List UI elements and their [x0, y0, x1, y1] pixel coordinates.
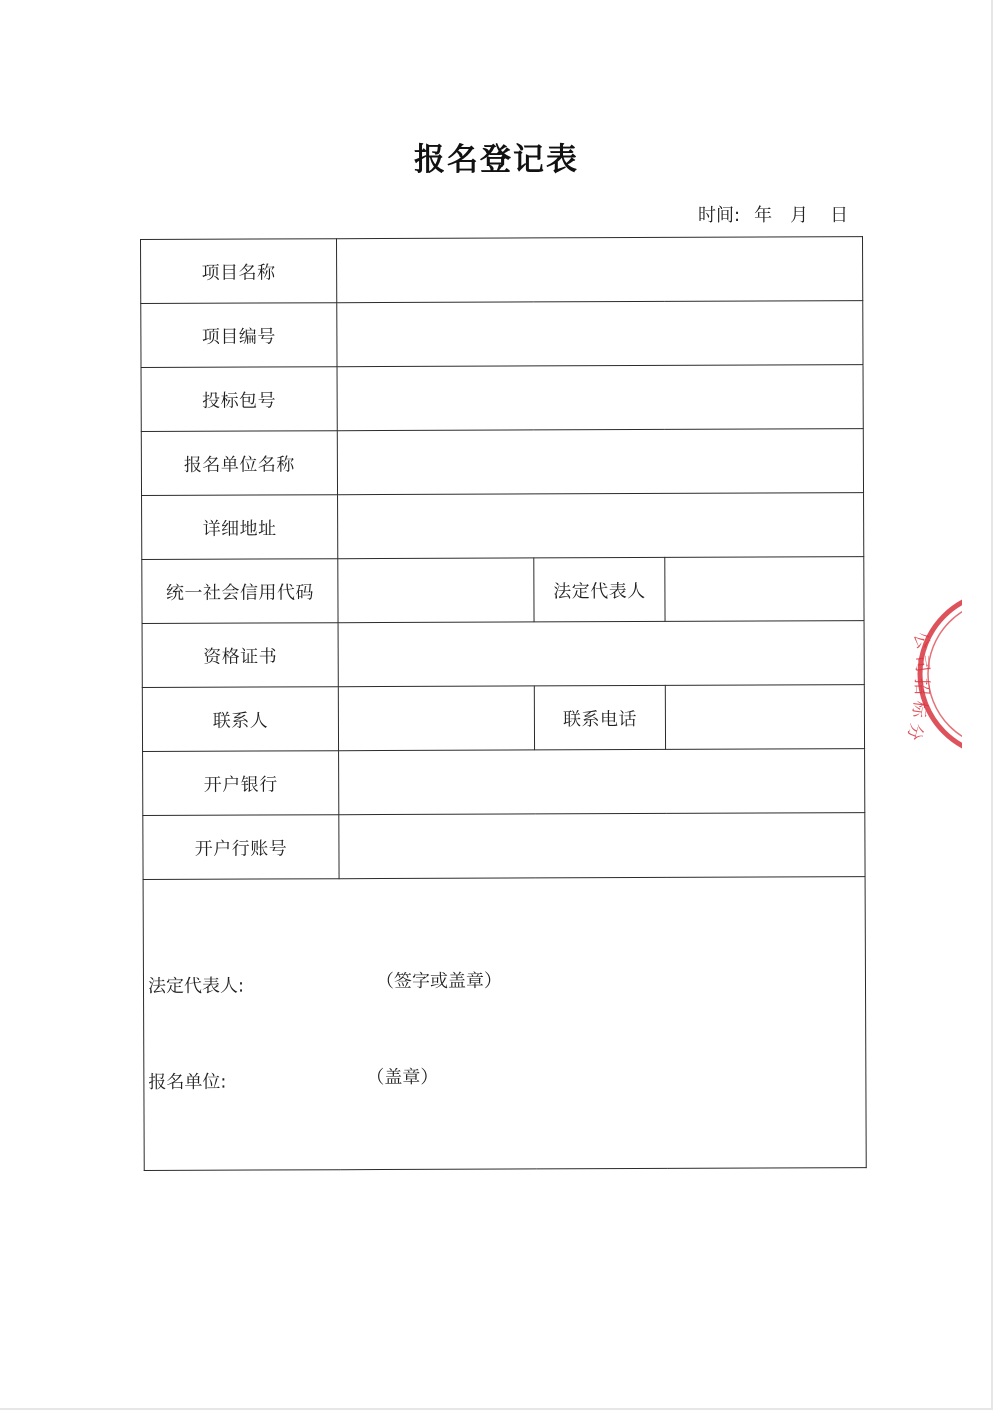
- phone-field[interactable]: [665, 685, 864, 750]
- seal-char-5: 分: [902, 720, 927, 743]
- seal-char-4: 标: [907, 699, 930, 719]
- project-no-field[interactable]: [337, 301, 863, 367]
- unit-name-field[interactable]: [337, 429, 863, 495]
- row-qualification: [142, 621, 864, 688]
- label-project-name: 项目名称: [141, 239, 337, 304]
- row-lot-no: [141, 365, 863, 432]
- row-credit-code: [142, 557, 864, 624]
- credit-code-field[interactable]: [338, 558, 534, 623]
- bank-field[interactable]: [339, 749, 865, 815]
- row-unit-name: [141, 429, 863, 496]
- unit-sign-label: 报名单位:: [148, 1071, 227, 1093]
- date-month: 月: [790, 205, 809, 226]
- row-project-name: [141, 237, 863, 304]
- row-address: [142, 493, 864, 560]
- label-credit-code: 统一社会信用代码: [142, 559, 338, 624]
- seal-char-2: 司: [910, 653, 933, 674]
- page-title: 报名登记表: [414, 142, 579, 178]
- company-seal: [852, 592, 962, 752]
- contact-field[interactable]: [338, 686, 534, 751]
- company-seal-icon: [852, 592, 962, 752]
- legal-rep-sign-row: [147, 970, 503, 998]
- date-day: 日: [830, 205, 849, 226]
- seal-char-1: 公: [909, 629, 934, 652]
- label-address: 详细地址: [142, 495, 338, 560]
- date-line: [698, 201, 848, 227]
- unit-sign-row: [148, 1066, 439, 1094]
- label-lot-no: 投标包号: [141, 367, 337, 432]
- row-project-no: [141, 301, 863, 368]
- label-contact: 联系人: [142, 687, 338, 752]
- date-label: 时间:: [698, 205, 741, 226]
- legal-rep-sign-note: （签字或盖章）: [375, 970, 503, 993]
- account-field[interactable]: [339, 813, 865, 879]
- row-bank: [143, 749, 865, 816]
- seal-char-3: 招: [911, 678, 931, 695]
- qualification-field[interactable]: [338, 621, 864, 687]
- label-legal-rep: 法定代表人: [534, 557, 665, 622]
- address-field[interactable]: [338, 493, 864, 559]
- label-bank: 开户银行: [143, 751, 339, 816]
- label-project-no: 项目编号: [141, 303, 337, 368]
- label-account: 开户行账号: [143, 815, 339, 880]
- row-contact: [142, 685, 864, 752]
- project-name-field[interactable]: [337, 237, 863, 303]
- label-phone: 联系电话: [534, 685, 665, 750]
- label-unit-name: 报名单位名称: [141, 431, 337, 496]
- legal-rep-sign-label: 法定代表人:: [147, 975, 245, 997]
- unit-sign-note: （盖章）: [366, 1066, 439, 1089]
- date-year: 年: [754, 205, 773, 226]
- legal-rep-field[interactable]: [665, 557, 864, 622]
- row-account: [143, 813, 865, 880]
- label-qualification: 资格证书: [142, 623, 338, 688]
- signature-area: [143, 877, 866, 1171]
- registration-form-table: [140, 236, 867, 1171]
- lot-no-field[interactable]: [337, 365, 863, 431]
- row-signature: [143, 877, 866, 1171]
